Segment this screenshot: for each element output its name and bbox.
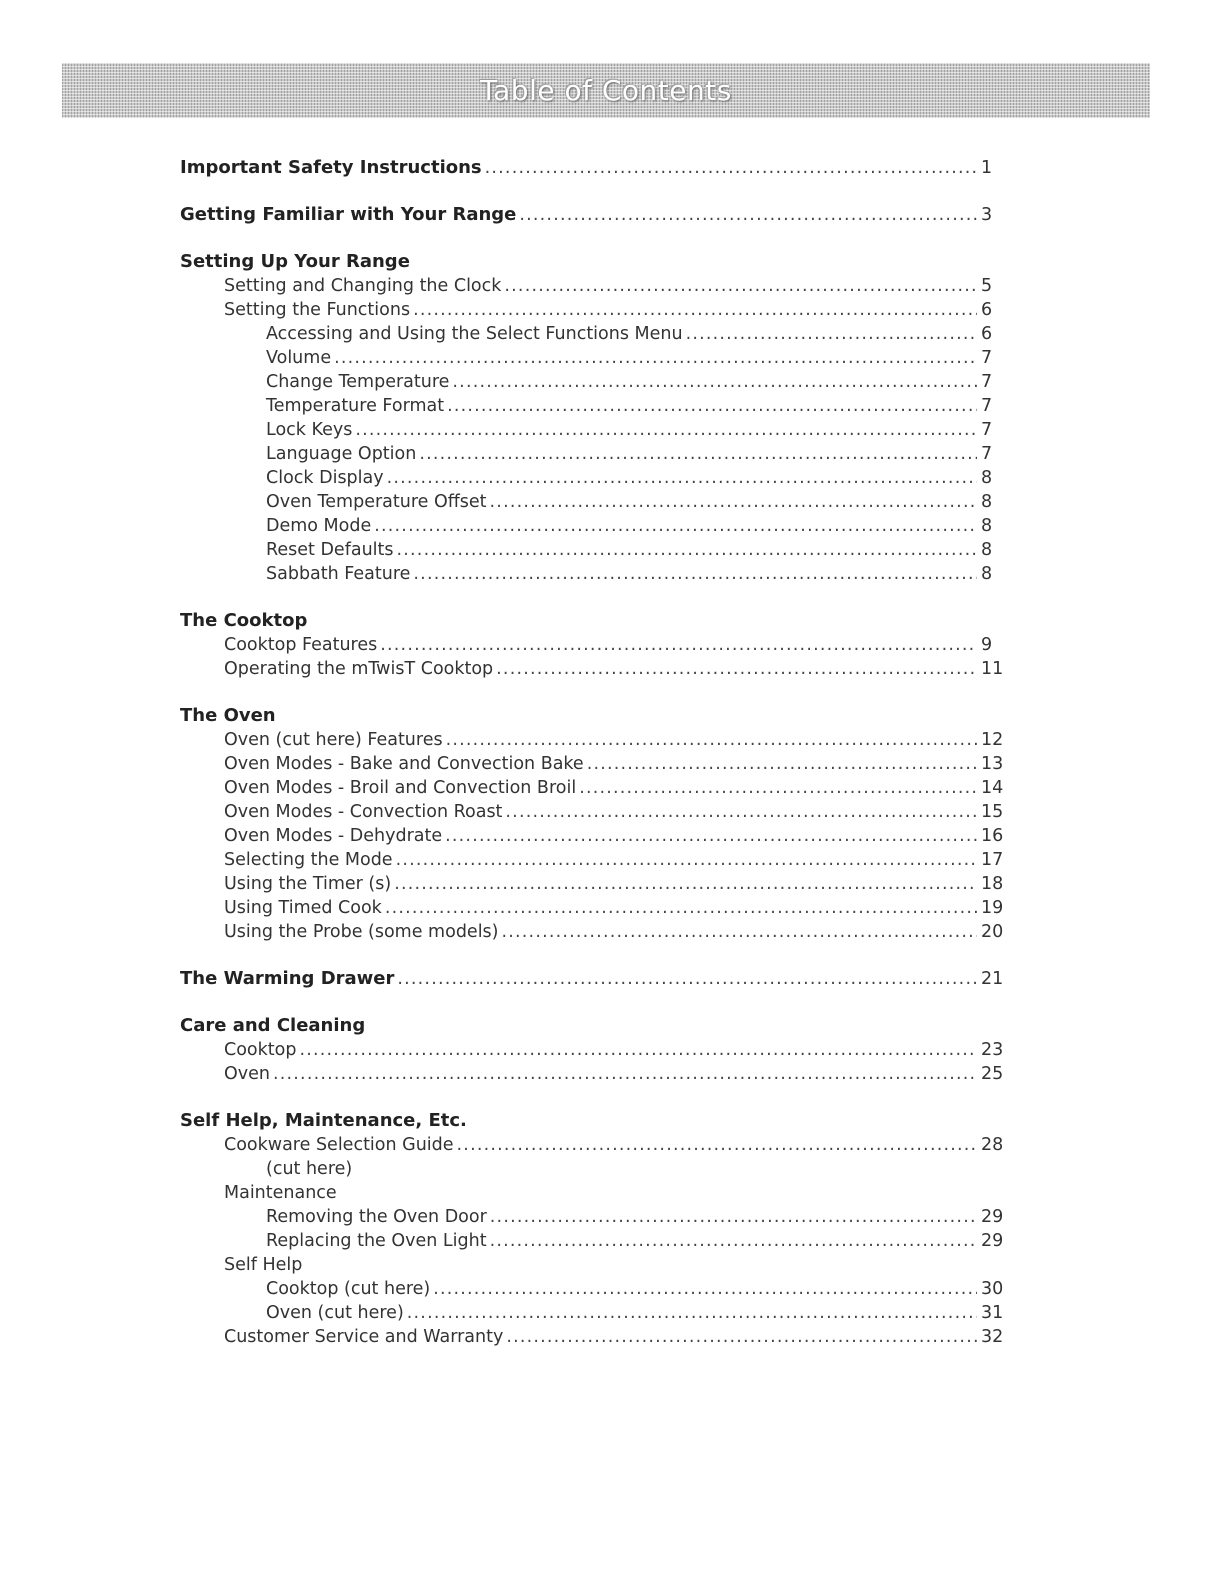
- toc-page-number: 11: [981, 659, 1004, 679]
- toc-entry: [180, 322, 1003, 346]
- toc-section-heading: [180, 1014, 1003, 1038]
- toc-entry-label: Clock Display: [266, 468, 384, 488]
- toc-entry-label: Using the Timer (s): [224, 874, 392, 894]
- dot-leader: [519, 203, 977, 227]
- toc-entry-label: Care and Cleaning: [180, 1015, 366, 1036]
- toc-entry: [180, 872, 1003, 896]
- toc-page-number: 32: [981, 1327, 1004, 1347]
- table-of-contents: [180, 156, 1003, 1349]
- toc-entry: [180, 896, 1003, 920]
- toc-entry-label: Selecting the Mode: [224, 850, 393, 870]
- toc-entry: [180, 1301, 1003, 1325]
- toc-entry: [180, 298, 1003, 322]
- toc-entry-label: Volume: [266, 348, 332, 368]
- toc-banner: [62, 63, 1150, 118]
- dot-leader: [496, 657, 977, 681]
- toc-entry-label: The Cooktop: [180, 610, 308, 631]
- toc-section-heading: [180, 203, 1003, 227]
- toc-entry-label: Using Timed Cook: [224, 898, 382, 918]
- toc-entry-label: The Oven: [180, 705, 276, 726]
- toc-page-number: 8: [981, 516, 993, 536]
- dot-leader: [490, 1205, 977, 1229]
- toc-entry: [180, 562, 1003, 586]
- toc-entry-label: Cooktop (cut here): [266, 1279, 431, 1299]
- toc-entry: [180, 370, 1003, 394]
- toc-entry-label: Oven Modes - Dehydrate: [224, 826, 443, 846]
- dot-leader: [485, 156, 977, 180]
- toc-entry: [180, 1325, 1003, 1349]
- toc-entry-label: Self Help: [224, 1255, 303, 1275]
- toc-page-number: 15: [981, 802, 1004, 822]
- toc-page-number: 20: [981, 922, 1004, 942]
- toc-entry: [180, 490, 1003, 514]
- toc-entry-label: Reset Defaults: [266, 540, 394, 560]
- dot-leader: [447, 394, 977, 418]
- toc-page-number: 19: [981, 898, 1004, 918]
- dot-leader: [299, 1038, 977, 1062]
- toc-entry: [180, 418, 1003, 442]
- dot-leader: [397, 538, 977, 562]
- toc-entry-label: Using the Probe (some models): [224, 922, 499, 942]
- toc-entry: [180, 466, 1003, 490]
- dot-leader: [413, 298, 977, 322]
- toc-entry-label: Cooktop Features: [224, 635, 378, 655]
- dot-leader: [504, 274, 977, 298]
- toc-entry: [180, 394, 1003, 418]
- toc-entry: [180, 800, 1003, 824]
- toc-section-heading: [180, 250, 1003, 274]
- toc-page-number: 5: [981, 276, 993, 296]
- toc-entry-label: Setting Up Your Range: [180, 251, 410, 272]
- dot-leader: [452, 370, 977, 394]
- toc-page-number: 18: [981, 874, 1004, 894]
- toc-entry: [180, 1133, 1003, 1157]
- toc-entry-label: Setting the Functions: [224, 300, 411, 320]
- dot-leader: [579, 776, 977, 800]
- toc-page-number: 12: [981, 730, 1004, 750]
- toc-entry: [180, 1038, 1003, 1062]
- toc-entry-label: (cut here): [266, 1159, 353, 1179]
- toc-page-number: 29: [981, 1231, 1004, 1251]
- dot-leader: [686, 322, 977, 346]
- toc-entry-label: Removing the Oven Door: [266, 1207, 487, 1227]
- toc-section-heading: [180, 967, 1003, 991]
- toc-entry-label: Maintenance: [224, 1183, 337, 1203]
- dot-leader: [490, 490, 977, 514]
- toc-page-number: 8: [981, 492, 993, 512]
- toc-entry-label: Accessing and Using the Select Functions Menu: [266, 324, 683, 344]
- toc-entry: [180, 274, 1003, 298]
- dot-leader: [446, 728, 977, 752]
- toc-page-number: 9: [981, 635, 993, 655]
- toc-entry-label: Oven Modes - Bake and Convection Bake: [224, 754, 584, 774]
- toc-page-number: 13: [981, 754, 1004, 774]
- toc-page-number: 7: [981, 444, 993, 464]
- dot-leader: [506, 1325, 977, 1349]
- toc-entry: [180, 752, 1003, 776]
- toc-entry-label: Oven (cut here): [266, 1303, 404, 1323]
- dot-leader: [445, 824, 977, 848]
- dot-leader: [374, 514, 977, 538]
- toc-page-number: 8: [981, 564, 993, 584]
- toc-page-number: 17: [981, 850, 1004, 870]
- toc-entry-label: Oven (cut here) Features: [224, 730, 443, 750]
- toc-page-number: 14: [981, 778, 1004, 798]
- dot-leader: [587, 752, 977, 776]
- toc-entry-label: Customer Service and Warranty: [224, 1327, 504, 1347]
- toc-page-number: 8: [981, 540, 993, 560]
- dot-leader: [387, 466, 977, 490]
- toc-entry-label: Replacing the Oven Light: [266, 1231, 487, 1251]
- toc-entry: [180, 728, 1003, 752]
- toc-entry: [180, 514, 1003, 538]
- toc-section-heading: [180, 156, 1003, 180]
- toc-entry: [180, 1277, 1003, 1301]
- toc-entry-label: Temperature Format: [266, 396, 445, 416]
- toc-entry: [180, 1062, 1003, 1086]
- toc-entry: [180, 346, 1003, 370]
- toc-page-number: 23: [981, 1040, 1004, 1060]
- dot-leader: [419, 442, 977, 466]
- toc-entry-label: Demo Mode: [266, 516, 372, 536]
- dot-leader: [334, 346, 977, 370]
- dot-leader: [490, 1229, 977, 1253]
- dot-leader: [505, 800, 977, 824]
- toc-section-heading: [180, 1109, 1003, 1133]
- toc-entry: [180, 824, 1003, 848]
- toc-entry-label: Oven Modes - Broil and Convection Broil: [224, 778, 577, 798]
- toc-page-number: 25: [981, 1064, 1004, 1084]
- toc-entry-label: Lock Keys: [266, 420, 353, 440]
- toc-entry: [180, 633, 1003, 657]
- toc-section-heading: [180, 704, 1003, 728]
- toc-entry-label: The Warming Drawer: [180, 968, 395, 989]
- toc-page-number: 7: [981, 348, 993, 368]
- toc-entry-label: Change Temperature: [266, 372, 450, 392]
- toc-page-number: 6: [981, 300, 993, 320]
- dot-leader: [385, 896, 977, 920]
- toc-entry: [180, 1157, 1003, 1181]
- toc-entry-label: Cookware Selection Guide: [224, 1135, 454, 1155]
- dot-leader: [380, 633, 977, 657]
- toc-entry-label: Important Safety Instructions: [180, 157, 482, 178]
- dot-leader: [394, 872, 977, 896]
- toc-entry: [180, 1229, 1003, 1253]
- dot-leader: [407, 1301, 977, 1325]
- toc-entry-label: Setting and Changing the Clock: [224, 276, 502, 296]
- dot-leader: [433, 1277, 977, 1301]
- toc-section-heading: [180, 609, 1003, 633]
- toc-entry: [180, 1205, 1003, 1229]
- toc-page-number: 21: [981, 969, 1004, 989]
- toc-entry-label: Getting Familiar with Your Range: [180, 204, 517, 225]
- dot-leader: [502, 920, 978, 944]
- toc-entry-label: Oven: [224, 1064, 270, 1084]
- toc-page-number: 1: [981, 158, 993, 178]
- toc-entry-label: Oven Temperature Offset: [266, 492, 487, 512]
- toc-entry-label: Language Option: [266, 444, 417, 464]
- toc-entry: [180, 657, 1003, 681]
- toc-entry-label: Sabbath Feature: [266, 564, 411, 584]
- dot-leader: [355, 418, 977, 442]
- toc-page-number: 29: [981, 1207, 1004, 1227]
- toc-entry-label: Cooktop: [224, 1040, 297, 1060]
- toc-entry: [180, 442, 1003, 466]
- toc-entry: [180, 1253, 1003, 1277]
- dot-leader: [396, 848, 977, 872]
- page-title: Table of Contents: [480, 74, 732, 107]
- toc-page-number: 7: [981, 372, 993, 392]
- toc-page-number: 30: [981, 1279, 1004, 1299]
- toc-page-number: 3: [981, 205, 993, 225]
- toc-entry-label: Oven Modes - Convection Roast: [224, 802, 503, 822]
- dot-leader: [413, 562, 977, 586]
- dot-leader: [397, 967, 977, 991]
- toc-page-number: 31: [981, 1303, 1004, 1323]
- toc-entry: [180, 776, 1003, 800]
- toc-page-number: 8: [981, 468, 993, 488]
- toc-page-number: 7: [981, 396, 993, 416]
- dot-leader: [273, 1062, 977, 1086]
- toc-entry: [180, 538, 1003, 562]
- toc-entry-label: Self Help, Maintenance, Etc.: [180, 1110, 467, 1131]
- toc-entry: [180, 920, 1003, 944]
- toc-page-number: 16: [981, 826, 1004, 846]
- toc-entry: [180, 848, 1003, 872]
- toc-page-number: 7: [981, 420, 993, 440]
- toc-entry-label: Operating the mTwisT Cooktop: [224, 659, 494, 679]
- dot-leader: [457, 1133, 977, 1157]
- toc-entry: [180, 1181, 1003, 1205]
- toc-page-number: 28: [981, 1135, 1004, 1155]
- toc-page-number: 6: [981, 324, 993, 344]
